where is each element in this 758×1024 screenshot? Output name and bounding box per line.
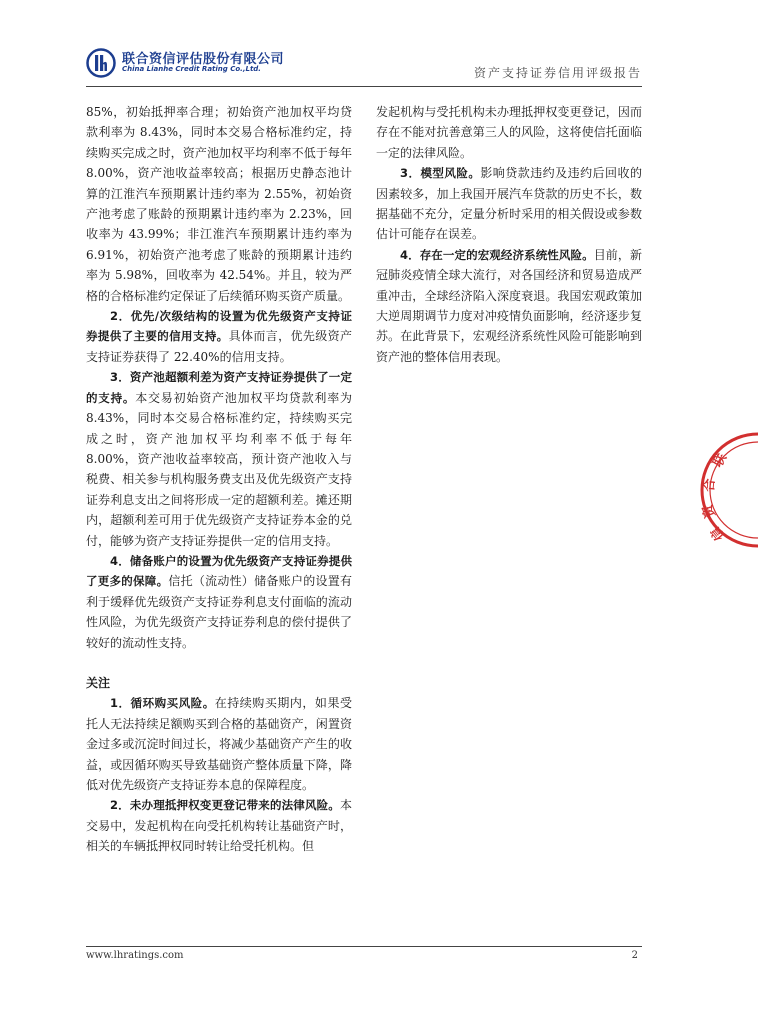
point-heading: 3．资产池超额利差为资产支持证券提供了一定的支持。 (86, 370, 352, 405)
right-column (376, 102, 642, 367)
company-name-en: China Lianhe Credit Rating Co.,Ltd. (122, 65, 261, 73)
point-heading: 2．未办理抵押权变更登记带来的法律风险。 (110, 798, 340, 813)
page-header (86, 44, 642, 86)
seal-stamp-icon (698, 420, 758, 560)
report-title: 资产支持证券信用评级报告 (473, 66, 642, 80)
company-name-cn: 联合资信评估股份有限公司 (122, 52, 285, 67)
left-column (86, 102, 352, 857)
paragraph (376, 163, 642, 245)
paragraph (86, 367, 352, 551)
point-text: 本交易初始资产池加权平均贷款利率为 8.43%，同时本交易合格标准约定，持续购买完成之时，资产池加权平均利率不低于每年 8.00%，资产池收益率较高，预计资产池收入与税费、相关参与机构服务费支出及优先级资产支持证券利息支出之间将形成一定的超额利差。摊还期内，超额利差可用于优先级资产支持证券本金的兑付，能够为资产支持证券提供一定的信用支持。 (86, 390, 352, 548)
point-text: 信托（流动性）储备账户的设置有利于缓释优先级资产支持证券利息支付面临的流动性风险，为优先级资产支持证券利息的偿付提供了较好的流动性支持。 (86, 574, 352, 650)
point-text: 影响贷款违约及违约后回收的因素较多，加上我国开展汽车贷款的历史不长，数据基础不充分，定量分析时采用的相关假设或参数估计可能存在误差。 (376, 166, 642, 242)
focus-section-heading: 关注 (86, 675, 111, 690)
paragraph (86, 551, 352, 653)
paragraph (376, 245, 642, 367)
paragraph (86, 306, 352, 367)
point-text: 具体而言，优先级资产支持证券获得了 22.40%的信用支持。 (86, 329, 352, 364)
paragraph (86, 795, 352, 856)
paragraph: 85%，初始抵押率合理；初始资产池加权平均贷款利率为 8.43%，同时本交易合格标准约定，持续购买完成之时，资产池加权平均利率不低于每年 8.00%，资产池收益率较高；根据历史静态池计算的江淮汽车预期累计违约率为 2.55%，初始资产池考虑了账龄的预期累计违约率为 2.23%，回收率为 43.99%；非江淮汽车预期累计违约率为 6.91%，初始资产池考虑了账龄的预期累计违约率为 5.98%，回收率为 42.54%。并且，较为严格的合格标准约定保证了后续循环购买资产质量。 (86, 105, 352, 303)
point-heading: 1．循环购买风险。 (110, 696, 215, 711)
point-heading: 3．模型风险。 (400, 166, 481, 181)
paragraph (86, 693, 352, 795)
svg-text:信: 信 (708, 523, 729, 544)
lianhe-logo-icon (86, 48, 116, 78)
svg-text:联: 联 (710, 451, 730, 470)
point-heading: 4．储备账户的设置为优先级资产支持证券提供了更多的保障。 (86, 553, 352, 589)
svg-text:资: 资 (700, 502, 719, 520)
header-divider (86, 86, 642, 87)
point-text: 本交易中，发起机构在向受托机构转让基础资产时，相关的车辆抵押权同时转让给受托机构。但 (86, 798, 352, 854)
paragraph: 发起机构与受托机构未办理抵押权变更登记，因而存在不能对抗善意第三人的风险，这将使信托面临一定的法律风险。 (376, 105, 642, 160)
page-number: 2 (631, 950, 638, 961)
footer-url: www.lhratings.com (86, 950, 184, 961)
point-heading: 4．存在一定的宏观经济系统性风险。 (400, 247, 594, 262)
point-heading: 2．优先/次级结构的设置为优先级资产支持证券提供了主要的信用支持。 (86, 309, 352, 344)
point-text: 目前，新冠肺炎疫情全球大流行，对各国经济和贸易造成严重冲击，全球经济陷入深度衰退。我国宏观政策加大逆周期调节力度对冲疫情负面影响，经济逐步复苏。在此背景下，宏观经济系统性风险可能影响到资产池的整体信用表现。 (376, 247, 642, 364)
svg-text:合: 合 (702, 478, 719, 493)
point-text: 在持续购买期内，如果受托人无法持续足额购买到合格的基础资产，闲置资金过多或沉淀时间过长，将减少基础资产产生的收益，或因循环购买导致基础资产整体质量下降，降低对优先级资产支持证券本息的保障程度。 (86, 696, 352, 792)
footer-divider (86, 946, 642, 947)
